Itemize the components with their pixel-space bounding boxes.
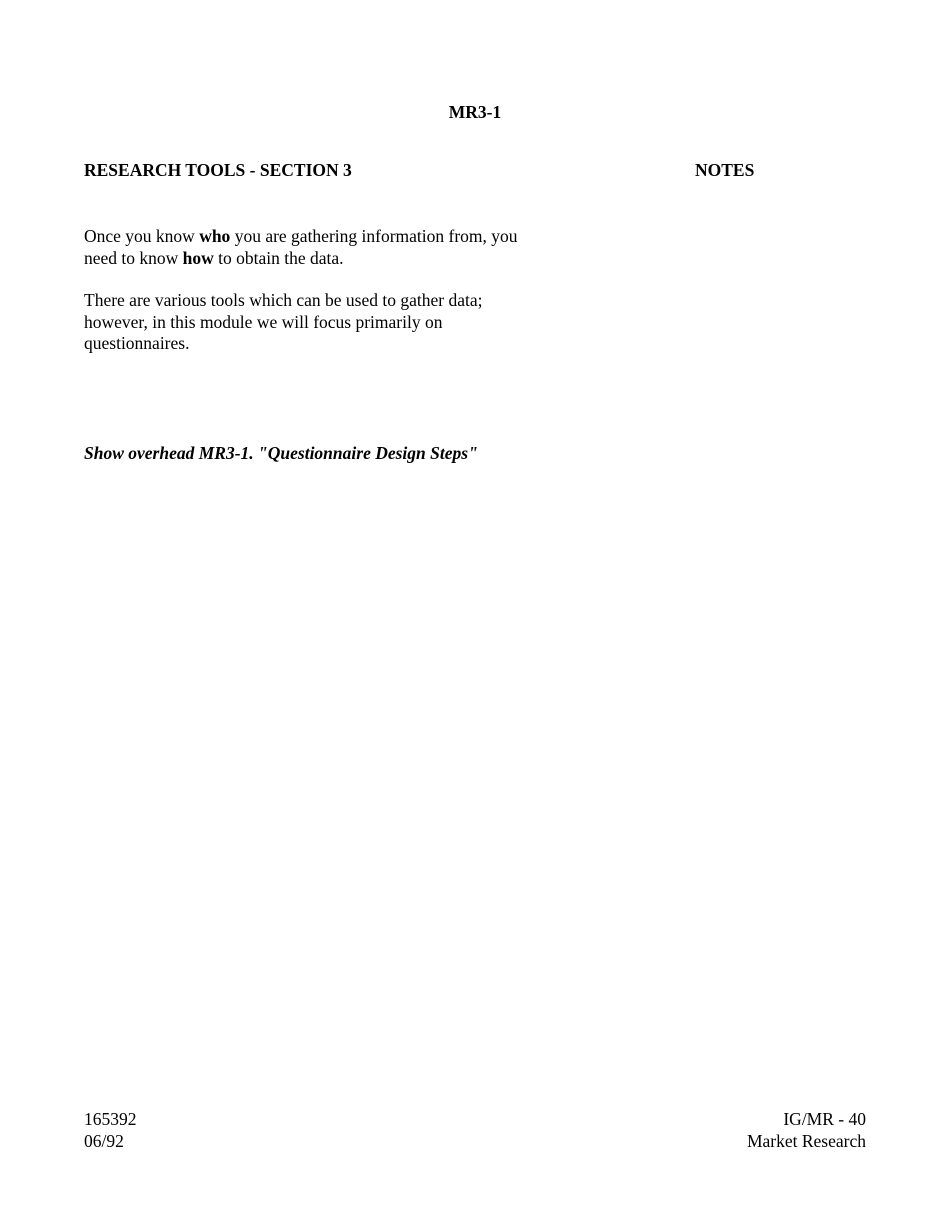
text-run: to obtain the data. <box>213 247 344 268</box>
page-id: MR3-1 <box>448 102 502 122</box>
footer-right <box>747 1109 866 1152</box>
paragraph-line: questionnaires. <box>84 333 190 353</box>
overhead-instruction: Show overhead MR3-1. "Questionnaire Design Steps" <box>84 443 478 463</box>
document-number: 165392 <box>84 1109 137 1129</box>
text-run: Once you know <box>84 226 200 246</box>
paragraph-who-how <box>84 226 564 269</box>
emphasis-who: who <box>199 226 231 246</box>
paragraph-line: however, in this module we will focus primarily on <box>84 311 443 332</box>
notes-heading: NOTES <box>695 160 755 180</box>
text-run: you are gathering information from, you <box>230 226 518 246</box>
emphasis-how: how <box>182 247 214 268</box>
footer-left <box>84 1109 137 1152</box>
paragraph-line <box>84 248 564 270</box>
page-number: IG/MR - 40 <box>783 1109 866 1129</box>
section-heading: RESEARCH TOOLS - SECTION 3 <box>84 160 352 180</box>
paragraph-line: There are various tools which can be used to gather data; <box>84 290 483 310</box>
module-name: Market Research <box>746 1130 866 1151</box>
document-date: 06/92 <box>84 1130 124 1151</box>
paragraph-tools <box>84 290 564 355</box>
paragraph-line <box>84 226 564 248</box>
text-run: need to know <box>84 247 183 268</box>
